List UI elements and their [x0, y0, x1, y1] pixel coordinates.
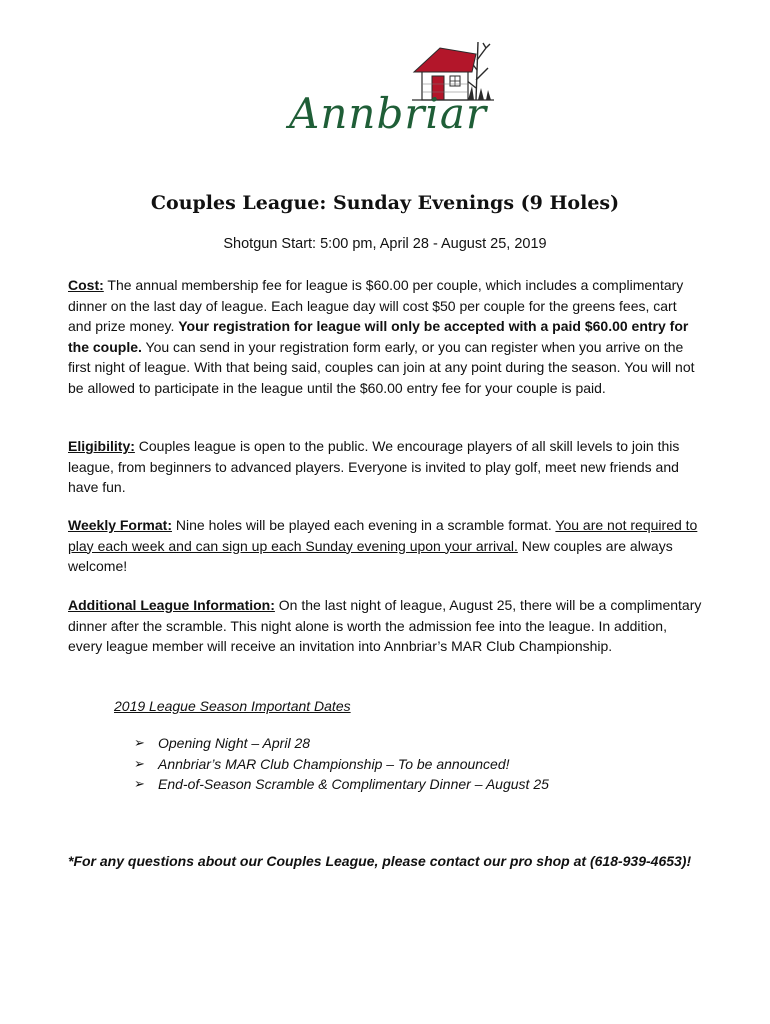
weekly-format-underlined: You are not required to play each week and can sign up each Sunday evening upon your arrival. [68, 517, 698, 554]
contact-note: *For any questions about our Couples League, please contact our pro shop at (618-939-4653)! [68, 853, 692, 869]
arrow-bullet-icon: ➢ [134, 755, 145, 771]
page-title: Couples League: Sunday Evenings (9 Holes) [150, 192, 620, 214]
additional-info-text: On the last night of league, August 25, there will be a complimentary dinner after the scramble. This night alone is worth the admission fee into the league. In addition, every league member will receive an invitation into Annbriar’s MAR Club Championship. [68, 597, 702, 654]
cost-paragraph [68, 275, 702, 398]
logo-wordmark: Annbriar [289, 89, 487, 138]
eligibility-label: Eligibility: [68, 438, 135, 454]
annbriar-logo [272, 40, 498, 144]
list-item [134, 774, 549, 795]
shotgun-start: Shotgun Start: 5:00 pm, April 28 - August 25, 2019 [223, 236, 547, 252]
list-item [134, 754, 549, 775]
dates-heading: 2019 League Season Important Dates [114, 698, 351, 714]
date-item-text: End-of-Season Scramble & Complimentary Dinner – August 25 [158, 776, 549, 792]
additional-info-paragraph [68, 595, 702, 657]
list-item [134, 733, 549, 754]
weekly-format-text: Nine holes will be played each evening in a scramble format. [172, 517, 556, 533]
arrow-bullet-icon: ➢ [134, 776, 145, 791]
date-item-text: Annbriar’s MAR Club Championship – To be announced! [158, 755, 510, 772]
cost-bold-text: Your registration for league will only be accepted with a paid $60.00 entry for the couple. [68, 318, 689, 355]
weekly-format-text-continued: New couples are always welcome! [68, 537, 673, 574]
cost-text-continued: You can send in your registration form early, or you can register when you arrive on the first night of league. With that being said, couples can join at any point during the season. You will not be allowed to participate in the league until the $60.00 entry fee for your couple is paid. [68, 338, 695, 396]
eligibility-paragraph [68, 436, 702, 498]
cost-text: The annual membership fee for league is $60.00 per couple, which includes a complimentary dinner on the last day of league. Each league day will cost $50 per couple for the greens fees, cart and prize money. [68, 277, 684, 334]
dates-list [134, 733, 549, 795]
eligibility-text: Couples league is open to the public. We encourage players of all skill levels to join this league, from beginners to advanced players. Everyone is invited to play golf, meet new friends and have fun. [68, 438, 680, 495]
date-item-text: Opening Night – April 28 [158, 735, 311, 751]
cost-label: Cost: [68, 277, 104, 293]
weekly-format-label: Weekly Format: [68, 517, 172, 533]
additional-info-label: Additional League Information: [68, 597, 275, 613]
weekly-format-paragraph [68, 515, 702, 577]
arrow-bullet-icon: ➢ [134, 735, 145, 750]
